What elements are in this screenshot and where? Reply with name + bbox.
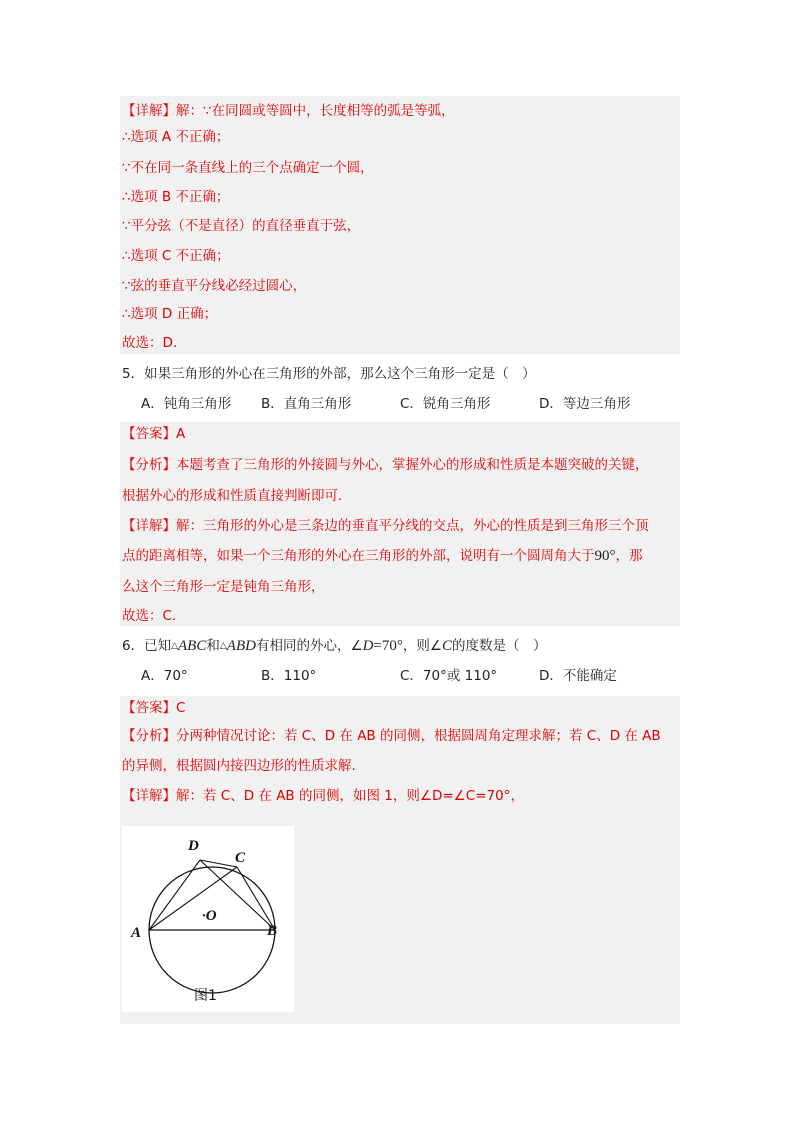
question-5-stem: 5．如果三角形的外心在三角形的外部，那么这个三角形一定是（ ）: [122, 366, 536, 382]
triangle-icon: △: [171, 641, 179, 651]
q6-prefix: 6．已知: [122, 638, 172, 654]
q6-angle-d: D: [362, 638, 374, 654]
q6-detail: 【详解】解：若 C、D 在 AB 的同侧，如图 1，则∠D=∠C=70°，: [122, 788, 524, 804]
block1-line-1: 【详解】解：∵在同圆或等圆中，长度相等的弧是等弧，: [122, 103, 455, 119]
chord-dc: [200, 860, 237, 867]
q6-tail: 的度数是（ ）: [452, 638, 547, 654]
question-6-stem: [122, 636, 547, 656]
q6-mid: 有相同的外心，: [255, 638, 351, 654]
q6-analysis-2: 的异侧，根据圆内接四边形的性质求解.: [122, 758, 356, 774]
label-o: ·O: [202, 908, 217, 924]
block1-line-4: ∴选项 B 不正确；: [122, 189, 230, 205]
block1-line-7: ∵弦的垂直平分线必经过圆心，: [122, 278, 307, 294]
q6-triangle-2: ABD: [226, 638, 256, 654]
q5-detail-3: 么这个三角形一定是钝角三角形，: [122, 579, 325, 595]
label-b: B: [267, 923, 278, 939]
q5-detail-2c: ，那: [615, 548, 643, 564]
q5-choose: 故选：C.: [122, 608, 177, 624]
figure-1: [122, 826, 294, 1012]
chord-ac: [149, 867, 237, 930]
q5-option-d: D．等边三角形: [539, 396, 631, 412]
q6-triangle-1: ABC: [178, 638, 207, 654]
q6-answer: 【答案】C: [122, 700, 186, 716]
triangle-icon: △: [219, 641, 227, 651]
q5-option-c: C．锐角三角形: [400, 396, 491, 412]
q5-detail-2: [122, 546, 643, 566]
circle-diagram: [122, 826, 294, 1012]
chord-ad: [149, 860, 200, 930]
block1-line-5: ∵平分弦（不是直径）的直径垂直于弦，: [122, 218, 361, 234]
block1-line-2: ∴选项 A 不正确；: [122, 129, 230, 145]
label-c: C: [235, 850, 246, 866]
q5-detail-2a: 点的距离相等，如果一个三角形的外心在三角形的外部，说明有一个圆周角大于: [122, 548, 595, 564]
label-d: D: [188, 838, 199, 854]
block1-choose: 故选：D.: [122, 335, 178, 351]
q6-angle-c: C: [441, 638, 452, 654]
q6-option-c: C．70°或 110°: [400, 668, 498, 684]
angle-icon: ∠: [429, 638, 442, 654]
angle-icon: ∠: [350, 638, 363, 654]
block1-line-6: ∴选项 C 不正确；: [122, 248, 230, 264]
figure-caption: 图1: [194, 988, 217, 1004]
q6-option-a: A．70°: [141, 668, 188, 684]
q6-and: 和: [206, 638, 220, 654]
chord-cb: [237, 867, 275, 930]
q6-option-b: B．110°: [261, 668, 317, 684]
q5-detail-1: 【详解】解：三角形的外心是三条边的垂直平分线的交点，外心的性质是到三角形三个顶: [122, 518, 649, 534]
label-a: A: [131, 925, 142, 941]
q5-angle-90: 90°: [594, 548, 616, 564]
q6-eq: =70°: [373, 638, 403, 654]
q6-option-d: D．不能确定: [539, 668, 617, 684]
block1-line-8: ∴选项 D 正确；: [122, 306, 218, 322]
q5-option-a: A．钝角三角形: [141, 396, 232, 412]
q5-analysis-1: 【分析】本题考查了三角形的外接圆与外心，掌握外心的形成和性质是本题突破的关键，: [122, 457, 649, 473]
q6-then: ，则: [402, 638, 430, 654]
q5-analysis-2: 根据外心的形成和性质直接判断即可.: [122, 488, 343, 504]
block1-line-3: ∵不在同一条直线上的三个点确定一个圆，: [122, 160, 374, 176]
q6-analysis-1: 【分析】分两种情况讨论：若 C、D 在 AB 的同侧，根据圆周角定理求解；若 C、D 在 AB: [122, 728, 661, 744]
q5-option-b: B．直角三角形: [261, 396, 352, 412]
q5-answer: 【答案】A: [122, 426, 186, 442]
